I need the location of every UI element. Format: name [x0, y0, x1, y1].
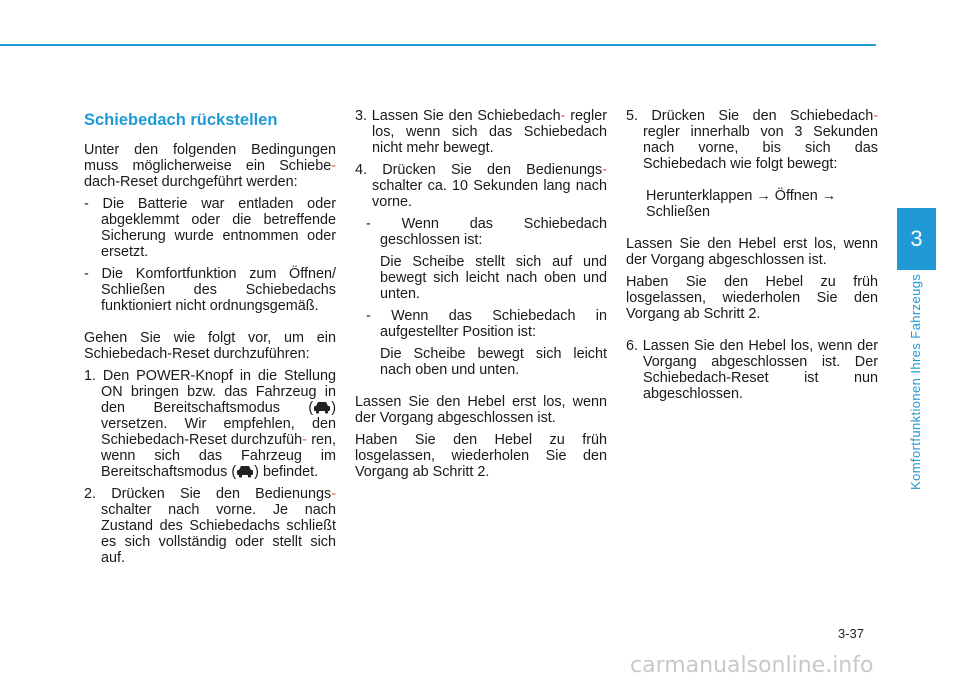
- step-2: [84, 486, 336, 566]
- ready-mode-car-icon: [313, 401, 331, 414]
- hyphen-mark: -: [331, 158, 336, 174]
- case-tilted: - Wenn das Schiebedach in aufgestellter Position ist:: [366, 308, 607, 340]
- section-heading: Schiebedach rückstellen: [84, 111, 278, 129]
- step1-part-b: ) versetzen. Wir empfehlen, den Schiebedach-Reset durchzufüh: [101, 400, 336, 448]
- column-3: [626, 108, 878, 402]
- column-2: [355, 108, 607, 480]
- ready-mode-car-icon: [236, 465, 254, 478]
- step2-part-b: schalter nach vorne. Je nach Zustand des Schiebedachs schließt es sich vollständig oder stellt sich auf.: [101, 502, 336, 566]
- page-number: 3-37: [838, 626, 865, 641]
- release-note: Lassen Sie den Hebel erst los, wenn der Vorgang abgeschlossen ist.: [626, 236, 878, 268]
- step-3: [355, 108, 607, 156]
- release-note: Lassen Sie den Hebel erst los, wenn der Vorgang abgeschlossen ist.: [355, 394, 607, 426]
- movement-sequence: Herunterklappen → Öffnen → Schließen: [646, 188, 837, 220]
- step4-part-b: schalter ca. 10 Sekunden lang nach vorne.: [372, 178, 607, 210]
- step-5: [626, 108, 878, 172]
- intro-text: [84, 142, 336, 190]
- case-closed: - Wenn das Schiebedach geschlossen ist:: [366, 216, 607, 248]
- header-rule: [0, 44, 876, 46]
- step1-part-d: ) befindet.: [254, 464, 319, 480]
- column-1: [84, 108, 336, 566]
- case-tilted-text: Die Scheibe bewegt sich leicht nach oben und unten.: [380, 346, 607, 378]
- early-release-note: Haben Sie den Hebel zu früh losgelassen, wiederholen Sie den Vorgang ab Schritt 2.: [626, 274, 878, 322]
- step5-part-b: regler innerhalb von 3 Sekunden nach vorne, bis sich das Schiebedach wie folgt bewegt:: [643, 124, 878, 172]
- step3-part-b: regler los, wenn sich das Schiebedach nicht mehr bewegt.: [372, 108, 607, 156]
- step-4: [355, 162, 607, 210]
- chapter-tab: [897, 208, 936, 270]
- early-release-note: Haben Sie den Hebel zu früh losgelassen, wiederholen Sie den Vorgang ab Schritt 2.: [355, 432, 607, 480]
- step1-part-c: ren, wenn sich das Fahrzeug im Bereitschaftsmodus (: [101, 432, 336, 480]
- hyphen-mark: -: [602, 162, 607, 178]
- chapter-number: 3: [910, 226, 923, 251]
- step-1: [84, 368, 336, 480]
- hyphen-mark: -: [560, 108, 566, 124]
- hyphen-mark: -: [873, 108, 878, 124]
- intro-part-b: dach-Reset durchgeführt werden:: [84, 174, 298, 190]
- watermark: carmanualsonline.info: [630, 653, 874, 678]
- hyphen-mark: -: [302, 432, 307, 448]
- step4-part-a: 4. Drücken Sie den Bedienungs: [355, 162, 603, 178]
- step2-part-a: 2. Drücken Sie den Bedienungs: [84, 486, 332, 502]
- step3-part-a: 3. Lassen Sie den Schiebedach: [355, 108, 561, 124]
- hyphen-mark: -: [331, 486, 336, 502]
- step5-part-a: 5. Drücken Sie den Schiebedach: [626, 108, 874, 124]
- condition-2: - Die Komfortfunktion zum Öffnen/ Schließen des Schiebedachs funktioniert nicht ordnungsgemäß.: [84, 266, 336, 314]
- step-6: 6. Lassen Sie den Hebel los, wenn der Vorgang abgeschlossen ist. Der Schiebedach-Reset ist nun abgeschlossen.: [626, 338, 878, 402]
- case-closed-text: Die Scheibe stellt sich auf und bewegt sich leicht nach oben und unten.: [380, 254, 607, 302]
- procedure-lead: Gehen Sie wie folgt vor, um ein Schiebedach-Reset durchzuführen:: [84, 330, 336, 362]
- chapter-title: Komfortfunktionen Ihres Fahrzeugs: [908, 273, 923, 490]
- step1-part-a: 1. Den POWER-Knopf in die Stellung ON bringen bzw. das Fahrzeug in den Bereitschaftsmodus (: [84, 368, 336, 416]
- intro-part-a: Unter den folgenden Bedingungen muss möglicherweise ein Schiebe: [84, 142, 336, 174]
- condition-1: - Die Batterie war entladen oder abgeklemmt oder die betreffende Sicherung wurde entnommen oder ersetzt.: [84, 196, 336, 260]
